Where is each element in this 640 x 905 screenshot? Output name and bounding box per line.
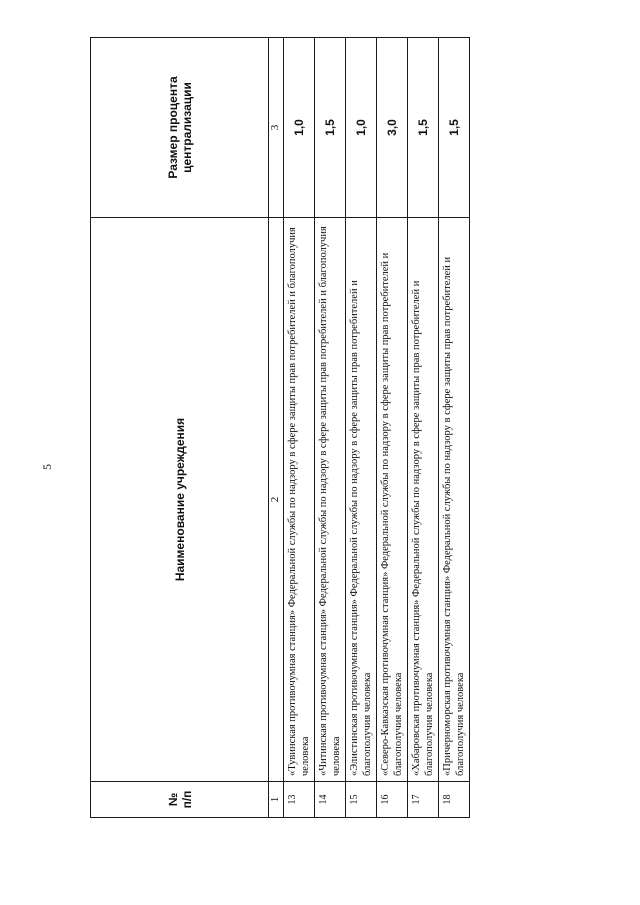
institution-name: «Причерноморская противочумная станция» Федеральной службы по надзору в сфере защиты прав потребителей и благополучия человека bbox=[439, 218, 470, 782]
table-row bbox=[284, 38, 315, 818]
institution-name: «Северо-Кавказская противочумная станция» Федеральной службы по надзору в сфере защиты прав потребителей и благополучия человека bbox=[377, 218, 408, 782]
row-number: 16 bbox=[377, 782, 408, 818]
row-number: 15 bbox=[346, 782, 377, 818]
institution-name: «Тувинская противочумная станция» Федеральной службы по надзору в сфере защиты прав потребителей и благополучия человека bbox=[284, 218, 315, 782]
header-rate: Размер процента централизации bbox=[91, 38, 269, 218]
column-index-cell: 3 bbox=[269, 38, 284, 218]
institution-name: «Читинская противочумная станция» Федеральной службы по надзору в сфере защиты прав потребителей и благополучия человека bbox=[315, 218, 346, 782]
centralization-table bbox=[90, 37, 470, 818]
table-header-row bbox=[91, 38, 269, 818]
column-index-cell: 1 bbox=[269, 782, 284, 818]
centralization-rate: 1,0 bbox=[284, 38, 315, 218]
institution-name: «Хабаровская противочумная станция» Федеральной службы по надзору в сфере защиты прав потребителей и благополучия человека bbox=[408, 218, 439, 782]
table-row bbox=[315, 38, 346, 818]
institution-name: «Элистинская противочумная станция» Федеральной службы по надзору в сфере защиты прав потребителей и благополучия человека bbox=[346, 218, 377, 782]
row-number: 18 bbox=[439, 782, 470, 818]
column-index-cell: 2 bbox=[269, 218, 284, 782]
table-row bbox=[346, 38, 377, 818]
centralization-rate: 3,0 bbox=[377, 38, 408, 218]
row-number: 14 bbox=[315, 782, 346, 818]
table-row bbox=[408, 38, 439, 818]
column-index-row bbox=[269, 38, 284, 818]
header-name: Наименование учреждения bbox=[91, 218, 269, 782]
table-row bbox=[439, 38, 470, 818]
row-number: 13 bbox=[284, 782, 315, 818]
header-num: № п/п bbox=[91, 782, 269, 818]
rotated-table-wrapper bbox=[90, 38, 466, 818]
centralization-rate: 1,5 bbox=[315, 38, 346, 218]
table-row bbox=[377, 38, 408, 818]
centralization-rate: 1,5 bbox=[408, 38, 439, 218]
page-number: 5 bbox=[40, 464, 54, 470]
centralization-rate: 1,0 bbox=[346, 38, 377, 218]
row-number: 17 bbox=[408, 782, 439, 818]
centralization-rate: 1,5 bbox=[439, 38, 470, 218]
